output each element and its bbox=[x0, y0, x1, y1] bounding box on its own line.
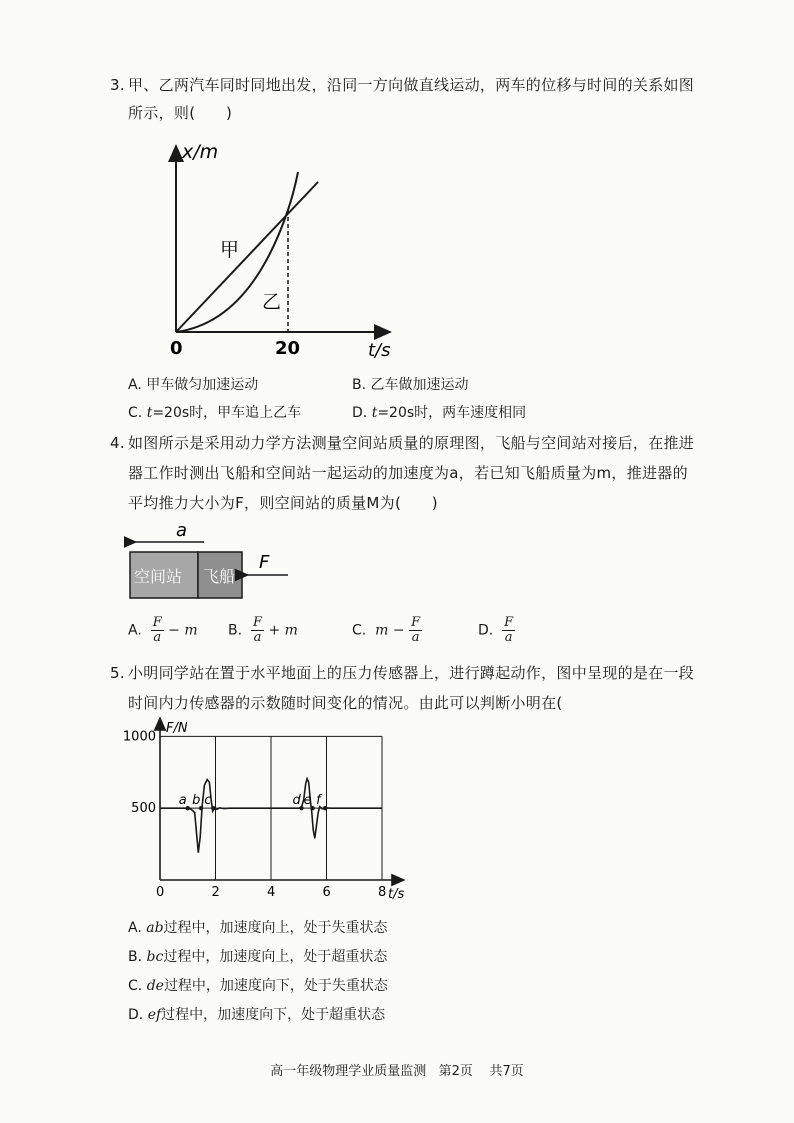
q5-option-c[interactable]: C. de过程中，加速度向下，处于失重状态 bbox=[128, 978, 388, 994]
q5-y-label: F/N bbox=[166, 721, 188, 736]
q4-option-c-fraction: $\frac{F}{a}$ bbox=[411, 615, 421, 645]
q5-point-label-e: e bbox=[303, 793, 312, 809]
q5-option-a[interactable]: A. ab过程中，加速度向上，处于失重状态 bbox=[128, 920, 388, 936]
q4-force-label: F bbox=[259, 552, 270, 573]
q4-option-b[interactable]: B. $\frac{F}{a}$ + m bbox=[228, 615, 298, 645]
q3-option-b[interactable]: B. 乙车做加速运动 bbox=[352, 377, 469, 393]
q3-number: 3. bbox=[110, 76, 125, 94]
q5-x-tick-0: 0 bbox=[156, 885, 165, 900]
q3-label-jia: 甲 bbox=[220, 239, 240, 261]
q4-station-diagram bbox=[124, 520, 294, 604]
footer-exam-title: 高一年级物理学业质量监测 bbox=[270, 1064, 427, 1079]
q3-y-label: x/m bbox=[182, 141, 219, 163]
q4-option-d[interactable]: D. $\frac{F}{a}$ bbox=[478, 615, 514, 645]
q4-option-d-fraction: $\frac{F}{a}$ bbox=[504, 615, 514, 645]
footer-page-number: 第2页 bbox=[438, 1064, 473, 1079]
q4-ship-label: 飞船 bbox=[203, 567, 236, 586]
q4-stem-line3: 平均推力大小为F，则空间站的质量M为( ) bbox=[128, 494, 438, 512]
q5-x-tick-2: 2 bbox=[211, 885, 220, 900]
q5-point-label-c: c bbox=[204, 793, 212, 809]
q4-station-label: 空间站 bbox=[134, 567, 183, 586]
q4-stem-line1: 如图所示是采用动力学方法测量空间站质量的原理图，飞船与空间站对接后，在推进 bbox=[128, 434, 695, 452]
q4-option-c[interactable]: C. m − $\frac{F}{a}$ bbox=[352, 615, 421, 645]
q5-option-d[interactable]: D. ef过程中，加速度向下，处于超重状态 bbox=[128, 1007, 386, 1023]
q5-point-f bbox=[323, 806, 327, 810]
q4-number: 4. bbox=[110, 434, 125, 452]
q5-point-label-d: d bbox=[292, 793, 301, 809]
q3-option-a[interactable]: A. 甲车做匀加速运动 bbox=[128, 377, 259, 393]
q4-option-a-fraction: $\frac{F}{a}$ bbox=[152, 615, 162, 645]
q5-stem-line2: 时间内力传感器的示数随时间变化的情况。由此可以判断小明在( bbox=[128, 694, 563, 712]
q5-point-label-f: f bbox=[316, 793, 321, 809]
q3-label-yi: 乙 bbox=[262, 291, 282, 313]
q3-stem-line1: 甲、乙两汽车同时同地出发，沿同一方向做直线运动，两车的位移与时间的关系如图 bbox=[128, 76, 695, 94]
q3-stem-line2: 所示，则( ) bbox=[128, 104, 233, 122]
q5-x-tick-6: 6 bbox=[322, 885, 331, 900]
q4-accel-label: a bbox=[176, 520, 188, 541]
q3-origin-label: 0 bbox=[170, 338, 183, 359]
q5-force-time-chart bbox=[120, 712, 420, 907]
q5-point-label-b: b bbox=[192, 793, 201, 809]
q5-x-label: t/s bbox=[388, 887, 405, 902]
q3-option-d[interactable]: D. t=20s时，两车速度相同 bbox=[352, 405, 527, 421]
q3-x-tick-20: 20 bbox=[275, 338, 301, 359]
q3-displacement-graph bbox=[150, 132, 410, 364]
page-footer bbox=[0, 1060, 794, 1079]
footer-total-pages: 共7页 bbox=[489, 1064, 524, 1079]
q5-option-b[interactable]: B. bc过程中，加速度向上，处于超重状态 bbox=[128, 949, 388, 965]
q3-x-label: t/s bbox=[368, 340, 391, 361]
q5-x-tick-4: 4 bbox=[267, 885, 276, 900]
q5-point-label-a: a bbox=[178, 793, 187, 809]
q4-option-a[interactable]: A. $\frac{F}{a}$ − m bbox=[128, 615, 198, 645]
q5-y-tick-500: 500 bbox=[131, 801, 156, 817]
q3-option-c[interactable]: C. t=20s时，甲车追上乙车 bbox=[128, 405, 302, 421]
q4-stem-line2: 器工作时测出飞船和空间站一起运动的加速度为a，若已知飞船质量为m，推进器的 bbox=[128, 464, 688, 482]
q3-line-jia bbox=[176, 182, 318, 332]
q5-x-tick-8: 8 bbox=[378, 885, 387, 900]
q5-point-c bbox=[211, 806, 215, 810]
q4-option-b-fraction: $\frac{F}{a}$ bbox=[252, 615, 262, 645]
q5-stem-line1: 小明同学站在置于水平地面上的压力传感器上，进行蹲起动作，图中呈现的是在一段 bbox=[128, 664, 695, 682]
q5-number: 5. bbox=[110, 664, 125, 682]
q5-y-tick-1000: 1000 bbox=[122, 729, 156, 745]
